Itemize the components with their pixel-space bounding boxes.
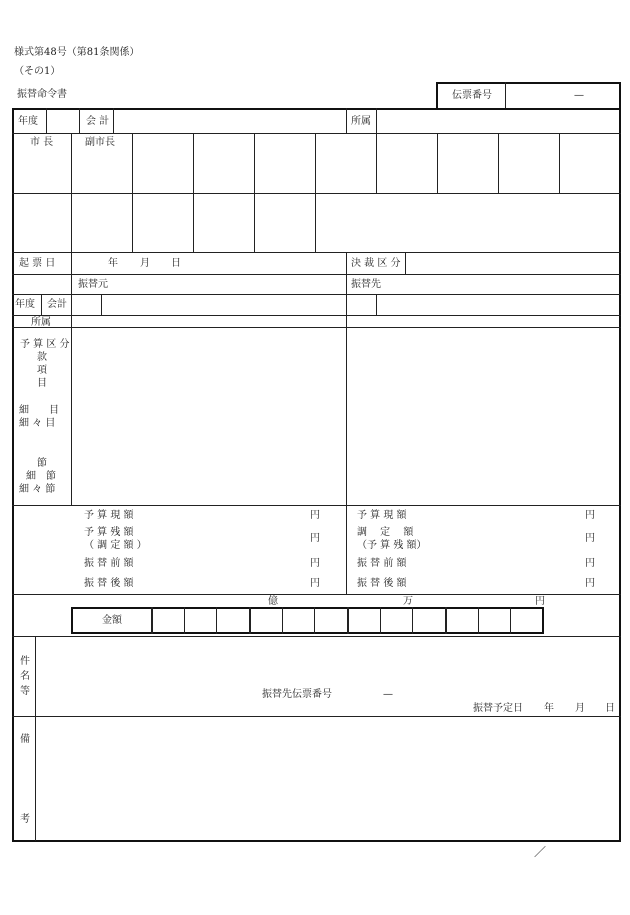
- issue-year-label: 年: [108, 258, 118, 269]
- subject-label-1: 件: [20, 656, 30, 667]
- scheduled-month-label: 月: [575, 703, 585, 714]
- department-label: 所属: [351, 116, 371, 127]
- dest-voucher-dash: —: [383, 689, 393, 700]
- kan-label: 款: [37, 352, 47, 363]
- remarks-label-2: 考: [20, 814, 30, 825]
- yen-label: 円: [310, 578, 320, 589]
- yen-unit-label: 円: [535, 596, 545, 607]
- document-title: 振替命令書: [17, 89, 67, 100]
- yen-label: 円: [310, 558, 320, 569]
- transfer-to-label: 振替先: [351, 279, 381, 290]
- department-input[interactable]: [378, 110, 619, 132]
- yen-label: 円: [310, 510, 320, 521]
- amount-digit-input[interactable]: [154, 609, 542, 632]
- decision-class-input[interactable]: [407, 254, 619, 273]
- right-after-label: 振 替 後 額: [357, 578, 407, 589]
- saisaimoku-label: 細 々 目: [19, 418, 56, 429]
- transfer-from-label: 振替元: [78, 279, 108, 290]
- left-after-label: 振 替 後 額: [84, 578, 134, 589]
- saimoku-label: 細 目: [19, 405, 59, 416]
- oku-unit-label: 億: [268, 596, 278, 607]
- to-fiscal-year-input[interactable]: [348, 296, 375, 314]
- voucher-number-label: 伝票番号: [452, 90, 492, 101]
- yen-label: 円: [585, 510, 595, 521]
- yen-label: 円: [585, 558, 595, 569]
- from-budget-class-input[interactable]: [73, 329, 345, 504]
- right-before-label: 振 替 前 額: [357, 558, 407, 569]
- left-adjusted-label: （ 調 定 額 ）: [84, 540, 147, 551]
- amount-label: 金額: [102, 615, 122, 626]
- scheduled-day-label: 日: [605, 703, 615, 714]
- issue-month-label: 月: [140, 258, 150, 269]
- yen-label: 円: [585, 578, 595, 589]
- kou-label: 項: [37, 365, 47, 376]
- budget-class-label: 予 算 区 分: [20, 339, 70, 350]
- remarks-input[interactable]: [37, 718, 619, 840]
- mayor-label: 市 長: [30, 137, 54, 148]
- yen-label: 円: [310, 533, 320, 544]
- scheduled-year-label: 年: [544, 703, 554, 714]
- voucher-number-dash: —: [574, 90, 584, 101]
- transfer-account-label: 会計: [47, 299, 67, 310]
- moku-label: 目: [37, 378, 47, 389]
- left-current-budget-label: 予 算 現 額: [84, 510, 134, 521]
- transfer-fiscal-year-label: 年度: [15, 299, 35, 310]
- to-budget-class-input[interactable]: [348, 329, 619, 504]
- subject-label-3: 等: [20, 686, 30, 697]
- issue-day-label: 日: [171, 258, 181, 269]
- man-unit-label: 万: [403, 596, 413, 607]
- subject-label-2: 名: [20, 671, 30, 682]
- saisaisetsu-label: 細 々 節: [19, 484, 56, 495]
- fiscal-year-input[interactable]: [48, 110, 78, 132]
- footer-slash: ／: [534, 845, 547, 859]
- vice-mayor-label: 副市長: [85, 137, 115, 148]
- to-account-input[interactable]: [378, 296, 619, 314]
- remarks-label-1: 備: [20, 734, 30, 745]
- right-current-budget-label: 予 算 現 額: [357, 510, 407, 521]
- setsu-label: 節: [37, 458, 47, 469]
- transfer-department-label: 所属: [31, 317, 51, 328]
- right-remaining-label: （予 算 残 額）: [357, 540, 427, 551]
- voucher-number-input[interactable]: [507, 84, 619, 106]
- saisetsu-label: 細 節: [26, 471, 56, 482]
- account-label: 会 計: [86, 116, 110, 127]
- form-part: （その1）: [14, 66, 61, 77]
- subject-input[interactable]: [37, 638, 619, 688]
- from-account-input[interactable]: [103, 296, 345, 314]
- form-number: 様式第48号（第81条関係）: [14, 47, 140, 58]
- left-before-label: 振 替 前 額: [84, 558, 134, 569]
- from-fiscal-year-input[interactable]: [73, 296, 100, 314]
- yen-label: 円: [585, 533, 595, 544]
- decision-class-label: 決 裁 区 分: [351, 258, 401, 269]
- scheduled-date-label: 振替予定日: [473, 703, 523, 714]
- fiscal-year-label: 年度: [18, 116, 38, 127]
- account-input[interactable]: [115, 110, 345, 132]
- left-remaining-label: 予 算 残 額: [84, 527, 134, 538]
- dest-voucher-number-label: 振替先伝票番号: [262, 689, 332, 700]
- right-adjusted-label: 調 定 額: [357, 527, 414, 538]
- issue-date-label: 起 票 日: [19, 258, 56, 269]
